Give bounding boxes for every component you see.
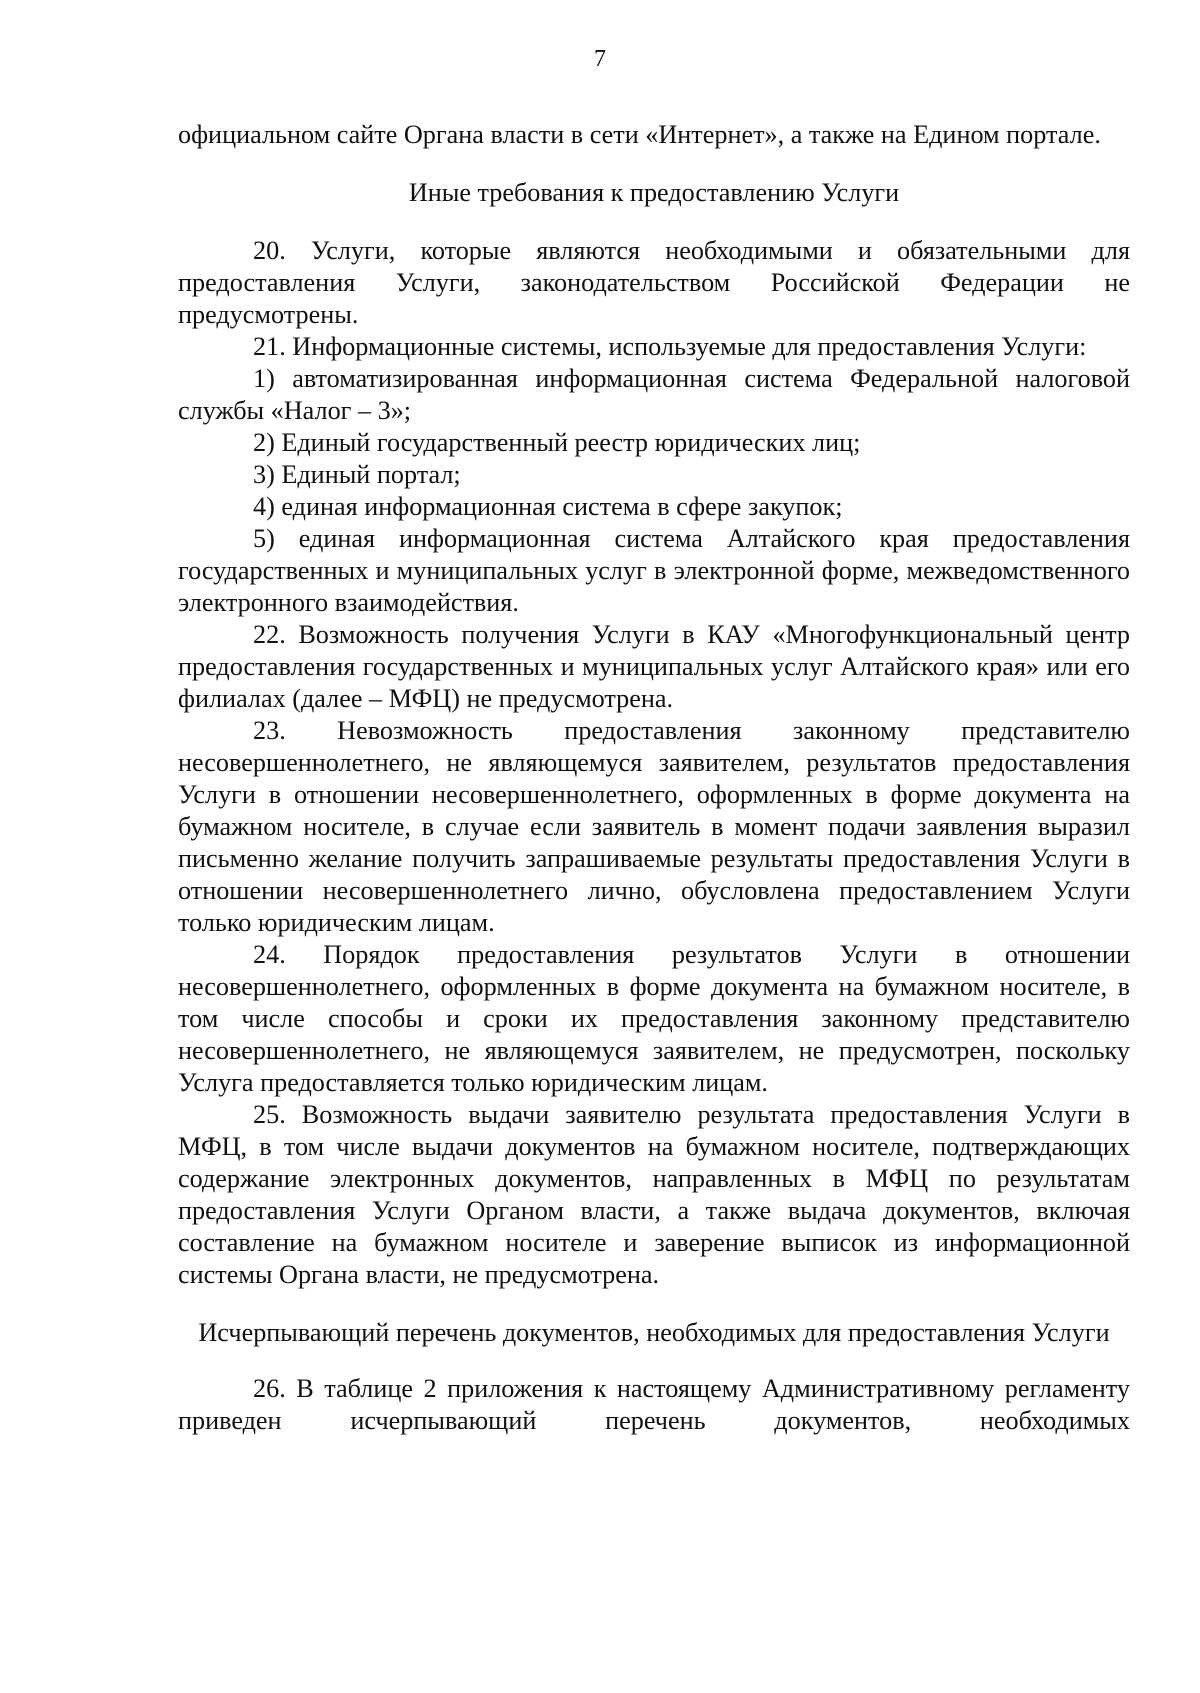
paragraph-22: 22. Возможность получения Услуги в КАУ «Многофункциональный центр предоставления государственных и муниципальных услуг Алтайского края» или его филиалах (далее – МФЦ) не предусмотрена.: [178, 620, 1130, 713]
paragraph-21-item-3: 3) Единый портал;: [253, 460, 461, 489]
paragraph-21: 21. Информационные системы, используемые для предоставления Услуги:: [253, 332, 1087, 361]
paragraph-21-item-4: 4) единая информационная система в сфере закупок;: [253, 492, 843, 521]
paragraph-23: 23. Невозможность предоставления законному представителю несовершеннолетнего, не являющемуся заявителем, результатов предоставления Услуги в отношении несовершеннолетнего, оформленных в форме документа на бумажном носителе, в случае если заявитель в момент подачи заявления выразил письменно желание получить запрашиваемые результаты предоставления Услуги в отношении несовершеннолетнего лично, обусловлена предоставлением Услуги только юридическим лицам.: [178, 716, 1130, 937]
document-body: [178, 119, 1130, 1437]
paragraph-21-item-5: 5) единая информационная система Алтайского края предоставления государственных и муниципальных услуг в электронной форме, межведомственного электронного взаимодействия.: [178, 524, 1130, 617]
section-heading-other-requirements: Иные требования к предоставлению Услуги: [408, 178, 900, 207]
section-heading-documents-list: Исчерпывающий перечень документов, необходимых для предоставления Услуги: [198, 1318, 1110, 1347]
paragraph-25: 25. Возможность выдачи заявителю результата предоставления Услуги в МФЦ, в том числе выдачи документов на бумажном носителе, подтверждающих содержание электронных документов, направленных в МФЦ по результатам предоставления Услуги Органом власти, а также выдача документов, включая составление на бумажном носителе и заверение выписок из информационной системы Органа власти, не предусмотрена.: [178, 1100, 1130, 1289]
paragraph-24: 24. Порядок предоставления результатов Услуги в отношении несовершеннолетнего, оформленных в форме документа на бумажном носителе, в том числе способы и сроки их предоставления законному представителю несовершеннолетнего, не являющемуся заявителем, не предусмотрен, поскольку Услуга предоставляется только юридическим лицам.: [178, 940, 1130, 1097]
paragraph-intro: официальном сайте Органа власти в сети «Интернет», а также на Едином портале.: [178, 120, 1101, 149]
paragraph-21-item-2: 2) Единый государственный реестр юридических лиц;: [253, 428, 861, 457]
paragraph-21-item-1: 1) автоматизированная информационная система Федеральной налоговой службы «Налог – 3»;: [178, 364, 1130, 425]
page-number: 7: [594, 46, 606, 72]
paragraph-20: 20. Услуги, которые являются необходимыми и обязательными для предоставления Услуги, законодательством Российской Федерации не предусмотрены.: [178, 236, 1130, 329]
paragraph-26: 26. В таблице 2 приложения к настоящему Административному регламенту приведен исчерпывающий перечень документов, необходимых: [178, 1374, 1130, 1435]
